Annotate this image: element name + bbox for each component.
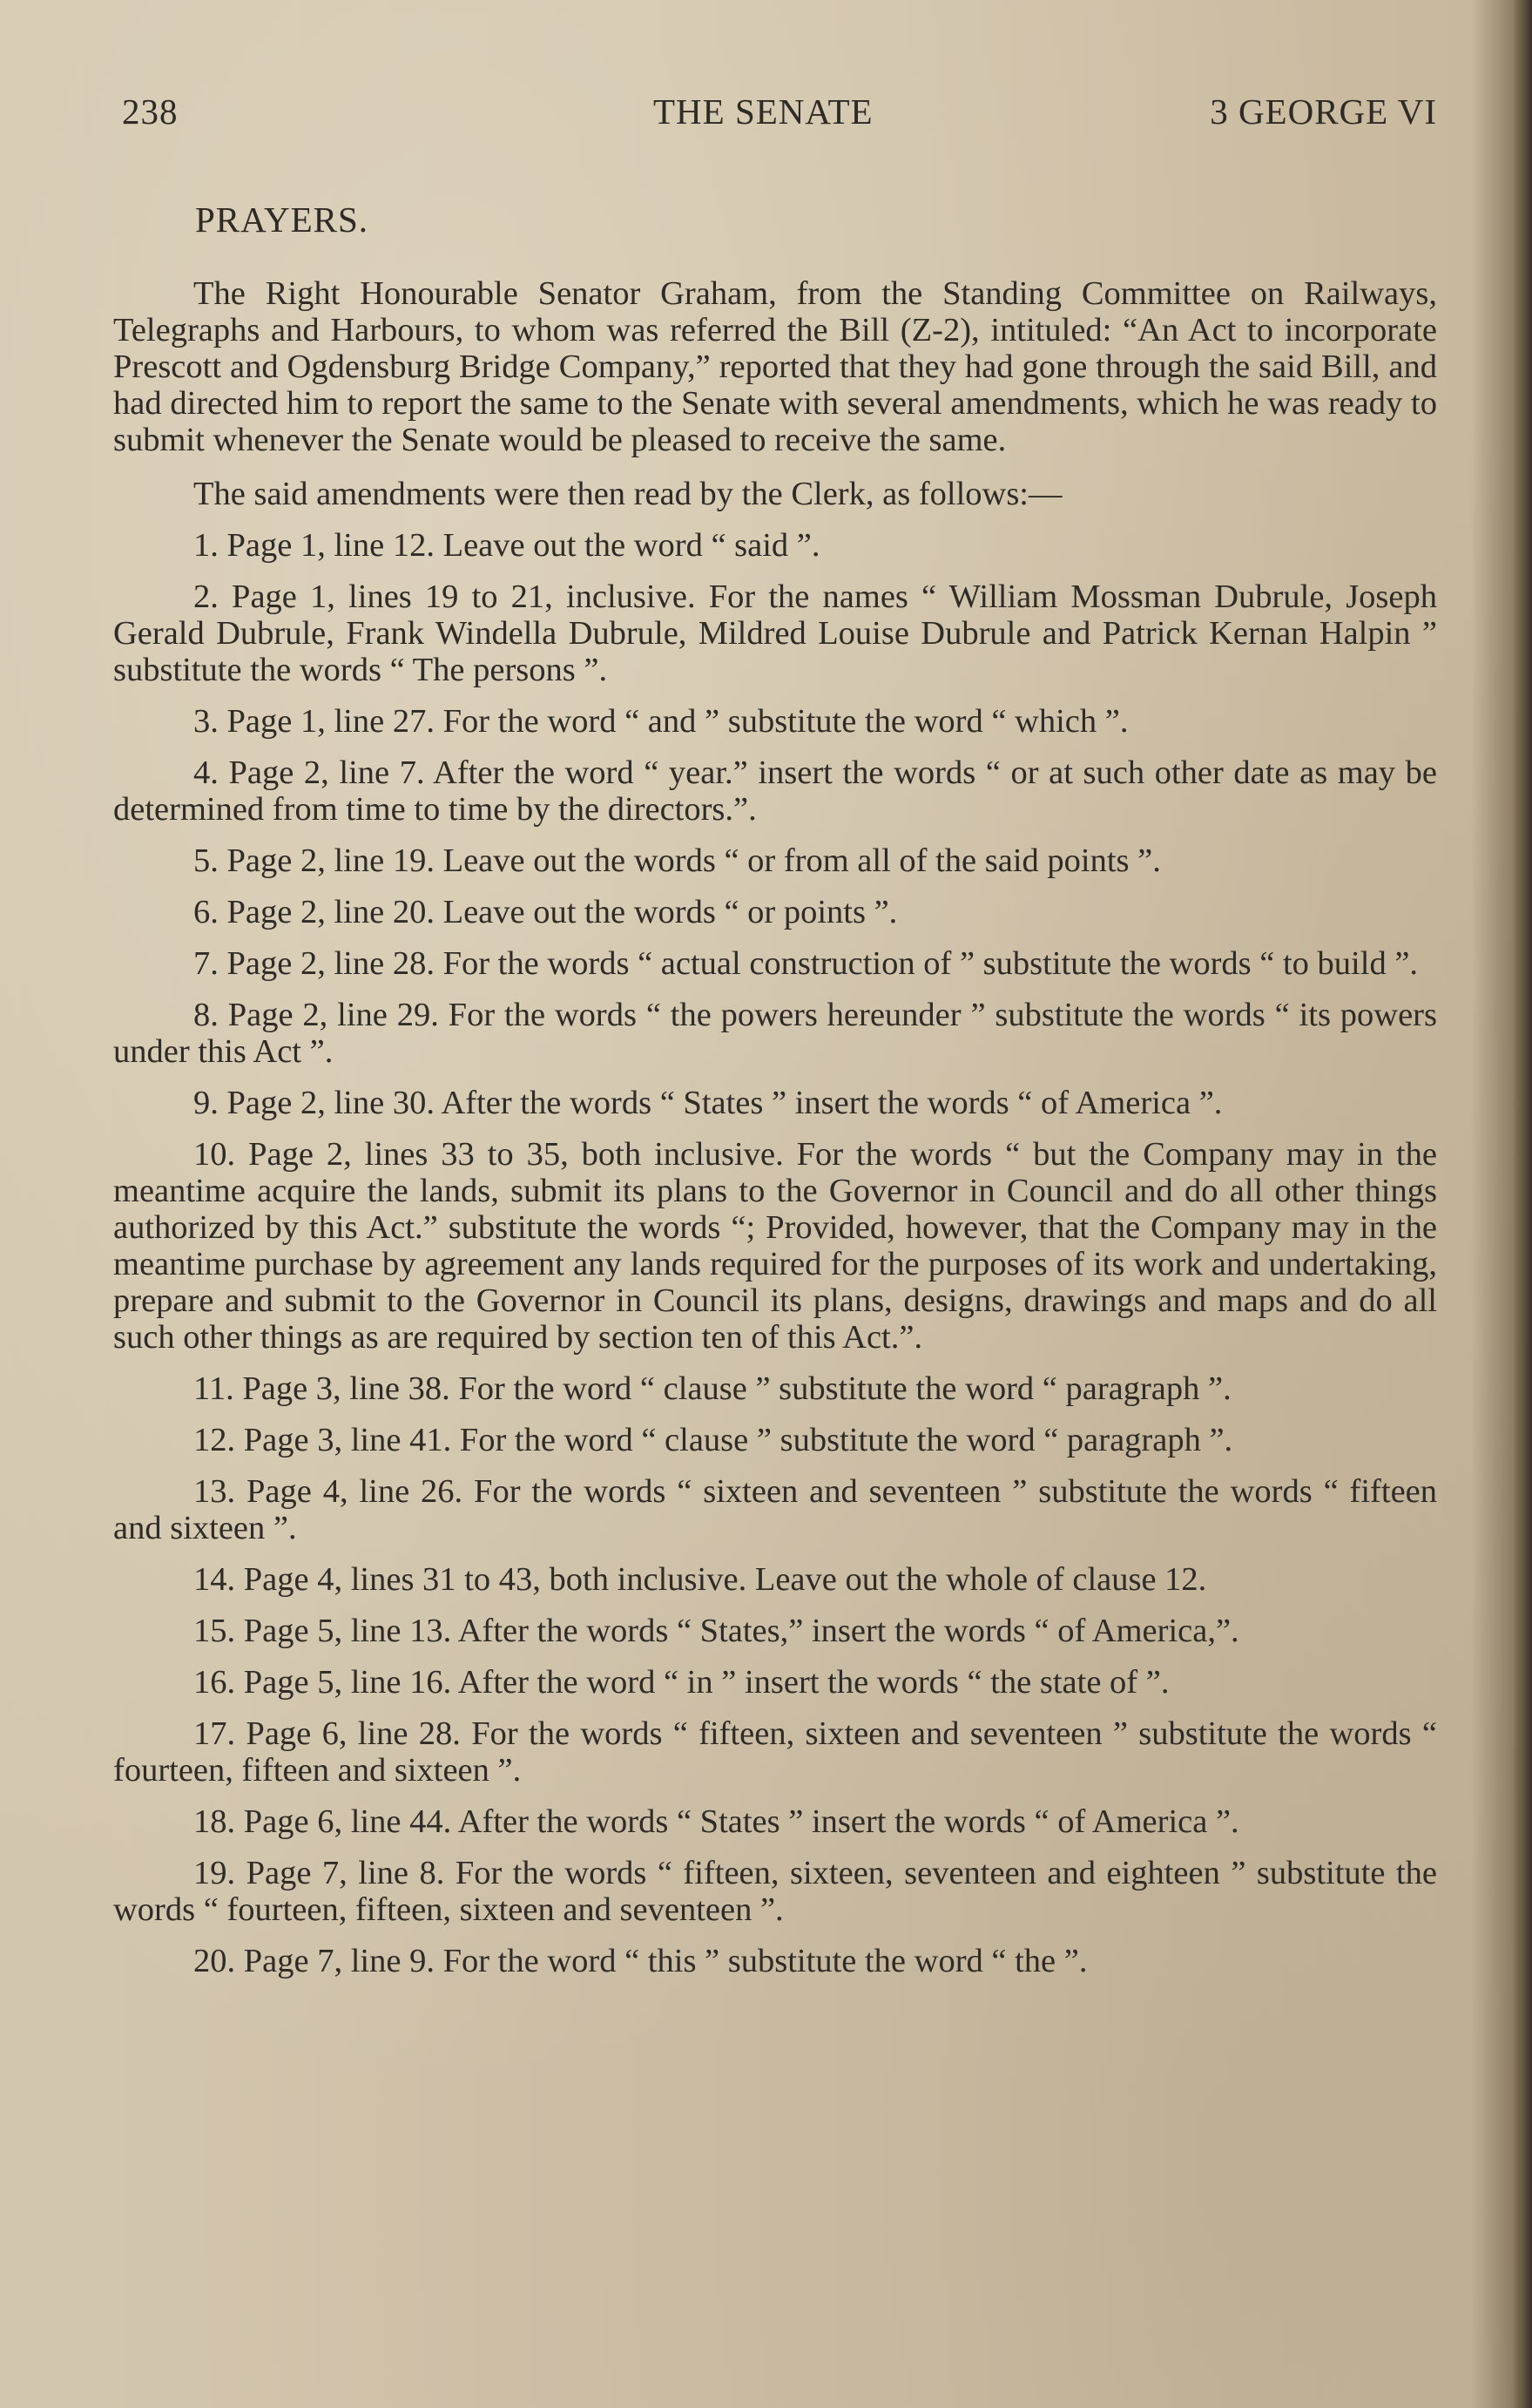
amendment-item: 14. Page 4, lines 31 to 43, both inclusive. Leave out the whole of clause 12.: [193, 1561, 1207, 1598]
regnal-year: 3 GEORGE VI: [1210, 91, 1437, 132]
section-heading: PRAYERS.: [195, 200, 369, 240]
amendment-item: 3. Page 1, line 27. For the word “ and ” substitute the word “ which ”.: [193, 703, 1129, 740]
amendment-item: 13. Page 4, line 26. For the words “ sixteen and seventeen ” substitute the words “ fifteen and sixteen ”.: [113, 1473, 1437, 1546]
amendment-item: 16. Page 5, line 16. After the word “ in ” insert the words “ the state of ”.: [193, 1664, 1170, 1701]
amendment-item: 5. Page 2, line 19. Leave out the words “ or from all of the said points ”.: [193, 842, 1161, 879]
running-title: THE SENATE: [653, 91, 874, 132]
amendment-item: 11. Page 3, line 38. For the word “ clause ” substitute the word “ paragraph ”.: [193, 1370, 1232, 1407]
page-body: [113, 275, 1437, 1994]
amendment-item: 8. Page 2, line 29. For the words “ the powers hereunder ” substitute the words “ its powers under this Act ”.: [113, 997, 1437, 1070]
report-paragraph: The Right Honourable Senator Graham, from the Standing Committee on Railways, Telegraphs and Harbours, to whom was referred the Bill (Z-2), intituled: “An Act to incorporate Prescott and Ogdensburg Bridge Company,” reported that they had gone through the said Bill, and had directed him to report the same to the Senate with several amendments, which he was ready to submit whenever the Senate would be pleased to receive the same.: [113, 275, 1437, 458]
amendment-item: 7. Page 2, line 28. For the words “ actual construction of ” substitute the words “ to build ”.: [193, 945, 1419, 982]
amendment-item: 20. Page 7, line 9. For the word “ this ” substitute the word “ the ”.: [193, 1943, 1088, 1979]
book-spine-shadow: [1513, 0, 1532, 2408]
amendment-item: 2. Page 1, lines 19 to 21, inclusive. For the names “ William Mossman Dubrule, Joseph Gerald Dubrule, Frank Windella Dubrule, Mildred Louise Dubrule and Patrick Kernan Halpin ” substitute the words “ The persons ”.: [113, 578, 1437, 688]
amendment-item: 4. Page 2, line 7. After the word “ year.” insert the words “ or at such other date as may be determined from time to time by the directors.”.: [113, 754, 1437, 828]
amendment-item: 17. Page 6, line 28. For the words “ fifteen, sixteen and seventeen ” substitute the words “ fourteen, fifteen and sixteen ”.: [113, 1715, 1437, 1789]
amendment-item: 12. Page 3, line 41. For the word “ clause ” substitute the word “ paragraph ”.: [193, 1422, 1233, 1458]
amendment-item: 1. Page 1, line 12. Leave out the word “ said ”.: [193, 527, 820, 564]
running-head: [122, 91, 1437, 139]
amendment-item: 19. Page 7, line 8. For the words “ fifteen, sixteen, seventeen and eighteen ” substitute the words “ fourteen, fifteen, sixteen and seventeen ”.: [113, 1855, 1437, 1928]
amendment-item: 18. Page 6, line 44. After the words “ States ” insert the words “ of America ”.: [193, 1803, 1239, 1840]
amendments-intro: The said amendments were then read by the Clerk, as follows:—: [193, 476, 1063, 512]
amendment-item: 10. Page 2, lines 33 to 35, both inclusive. For the words “ but the Company may in the meantime acquire the lands, submit its plans to the Governor in Council and do all other things authorized by this Act.” substitute the words “; Provided, however, that the Company may in the meantime purchase by agreement any lands required for the purposes of its work and undertaking, prepare and submit to the Governor in Council its plans, designs, drawings and maps and do all such other things as are required by section ten of this Act.”.: [113, 1136, 1437, 1356]
amendment-item: 15. Page 5, line 13. After the words “ States,” insert the words “ of America,”.: [193, 1613, 1239, 1649]
amendment-item: 6. Page 2, line 20. Leave out the words “ or points ”.: [193, 894, 898, 930]
amendment-item: 9. Page 2, line 30. After the words “ States ” insert the words “ of America ”.: [193, 1085, 1223, 1121]
page-number: 238: [122, 91, 179, 132]
